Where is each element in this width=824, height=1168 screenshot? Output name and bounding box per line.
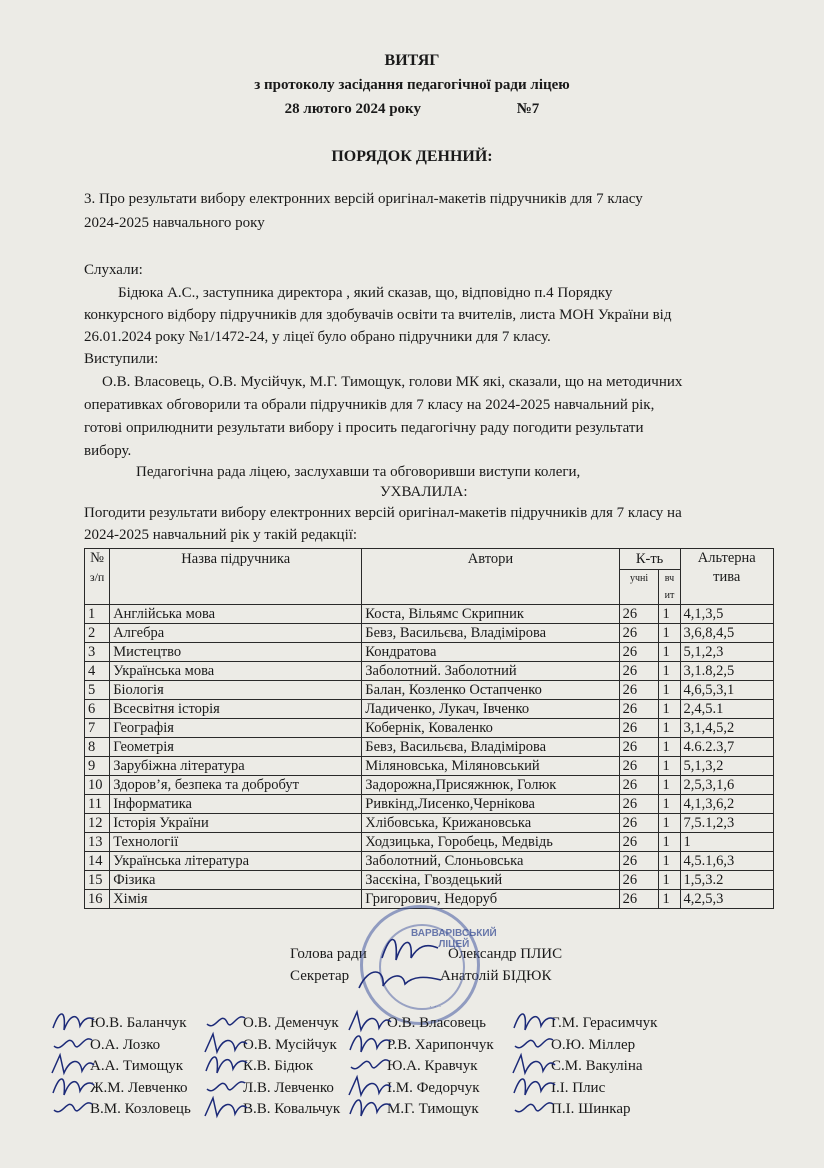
teachers-count: 1 (659, 624, 680, 643)
students-count: 26 (619, 814, 659, 833)
textbook-name: Геометрія (110, 738, 362, 757)
students-count: 26 (619, 890, 659, 909)
teachers-count: 1 (659, 757, 680, 776)
header-students: учні (619, 570, 659, 605)
alternatives-cell: 2,5,3,1,6 (680, 776, 774, 795)
spoke-line: готові оприлюднити результати вибору і просить педагогічну раду погодити результати (84, 420, 644, 436)
teachers-count: 1 (659, 605, 680, 624)
teachers-count: 1 (659, 662, 680, 681)
spoke-line: вибору. (84, 443, 132, 459)
authors-cell: Заболотний. Заболотний (362, 662, 619, 681)
row-number: 11 (85, 795, 110, 814)
textbook-name: Всесвітня історія (110, 700, 362, 719)
signatory-signature (511, 1092, 557, 1122)
row-number: 6 (85, 700, 110, 719)
table-row (85, 871, 774, 890)
secretary-name: Анатолій БІДЮК (440, 968, 552, 984)
authors-cell: Кобернік, Коваленко (362, 719, 619, 738)
secretary-role: Секретар (290, 968, 350, 984)
authors-cell: Григорович, Недоруб (362, 890, 619, 909)
header-number-2: з/п (89, 570, 105, 584)
teachers-count: 1 (659, 871, 680, 890)
authors-cell: Бевз, Васильєва, Владімірова (362, 738, 619, 757)
spoke-label: Виступили: (84, 351, 159, 367)
table-row (85, 662, 774, 681)
students-count: 26 (619, 643, 659, 662)
heard-line: конкурсного відбору підручників для здобувачів освіти та вчителів, листа МОН України від (84, 307, 672, 323)
row-number: 8 (85, 738, 110, 757)
alternatives-cell: 7,5.1,2,3 (680, 814, 774, 833)
signatory-name: А.А. Тимощук (90, 1058, 184, 1074)
authors-cell: Хлібовська, Крижановська (362, 814, 619, 833)
signatory-name: Ю.А. Кравчук (387, 1058, 478, 1074)
row-number: 4 (85, 662, 110, 681)
document-subtitle: з протоколу засідання педагогічної ради ліцею (254, 77, 570, 93)
signatory-signature (50, 1092, 96, 1122)
signatory-name: Р.В. Харипончук (387, 1036, 494, 1053)
teachers-count: 1 (659, 681, 680, 700)
students-count: 26 (619, 662, 659, 681)
teachers-count: 1 (659, 719, 680, 738)
students-count: 26 (619, 700, 659, 719)
alternatives-cell: 3,6,8,4,5 (680, 624, 774, 643)
authors-cell: Кондратова (362, 643, 619, 662)
signatory-name: П.І. Шинкар (551, 1101, 631, 1117)
teachers-count: 1 (659, 890, 680, 909)
textbook-name: Українська мова (110, 662, 362, 681)
textbook-name: Історія України (110, 814, 362, 833)
students-count: 26 (619, 605, 659, 624)
header-teachers-2: ит (664, 590, 675, 601)
signatory-name: С.М. Вакуліна (551, 1058, 643, 1074)
students-count: 26 (619, 681, 659, 700)
table-row (85, 624, 774, 643)
teachers-count: 1 (659, 814, 680, 833)
textbook-name: Англійська мова (110, 605, 362, 624)
textbook-name: Здоров’я, безпека та добробут (110, 776, 362, 795)
students-count: 26 (619, 871, 659, 890)
heard-line: 26.01.2024 року №1/1472-24, у ліцеї було обрано підручники для 7 класу. (84, 329, 551, 345)
authors-cell: Ходзицька, Горобець, Медвідь (362, 833, 619, 852)
signatory-name: В.М. Козловець (90, 1101, 191, 1117)
teachers-count: 1 (659, 776, 680, 795)
table-row (85, 681, 774, 700)
header-authors: Автори (362, 549, 619, 605)
table-row (85, 814, 774, 833)
agenda-heading: ПОРЯДОК ДЕННИЙ: (331, 148, 493, 165)
agenda-item-line: 3. Про результати вибору електронних версій оригінал-макетів підручників для 7 класу (84, 191, 643, 207)
signatory-signature (203, 1092, 249, 1122)
students-count: 26 (619, 776, 659, 795)
alternatives-cell: 1,5,3.2 (680, 871, 774, 890)
protocol-date: 28 лютого 2024 року (284, 101, 421, 117)
students-count: 26 (619, 852, 659, 871)
table-row (85, 757, 774, 776)
teachers-count: 1 (659, 700, 680, 719)
students-count: 26 (619, 757, 659, 776)
signatory-name: К.В. Бідюк (243, 1058, 314, 1074)
students-count: 26 (619, 719, 659, 738)
header-number-1: № (90, 550, 105, 566)
header-alternative-1: Альтерна (697, 550, 756, 566)
row-number: 14 (85, 852, 110, 871)
table-row (85, 738, 774, 757)
textbook-name: Мистецтво (110, 643, 362, 662)
header-alternative (680, 549, 774, 605)
authors-cell: Міляновська, Міляновський (362, 757, 619, 776)
row-number: 16 (85, 890, 110, 909)
table-row (85, 719, 774, 738)
alternatives-cell: 4,2,5,3 (680, 890, 774, 909)
signatory-signature (347, 1092, 393, 1122)
row-number: 10 (85, 776, 110, 795)
alternatives-cell: 4,5.1,6,3 (680, 852, 774, 871)
signatory-name: Г.М. Герасимчук (551, 1015, 658, 1031)
textbook-name: Алгебра (110, 624, 362, 643)
alternatives-cell: 2,4,5.1 (680, 700, 774, 719)
protocol-date-line (0, 101, 824, 118)
alternatives-cell: 4.6.2.3,7 (680, 738, 774, 757)
signatory-name: В.В. Ковальчук (243, 1101, 341, 1117)
authors-cell: Заболотний, Слоньовська (362, 852, 619, 871)
signatory-name: О.В. Власовець (387, 1015, 486, 1031)
textbook-name: Географія (110, 719, 362, 738)
signatory-name: Ю.В. Баланчук (90, 1015, 187, 1031)
authors-cell: Ладиченко, Лукач, Івченко (362, 700, 619, 719)
alternatives-cell: 4,1,3,5 (680, 605, 774, 624)
students-count: 26 (619, 795, 659, 814)
authors-cell: Ривкінд,Лисенко,Чернікова (362, 795, 619, 814)
alternatives-cell: 5,1,2,3 (680, 643, 774, 662)
header-number (85, 549, 110, 605)
signatory-name: Ж.М. Левченко (90, 1079, 188, 1096)
header-teachers (659, 570, 680, 605)
document-title: ВИТЯГ (384, 52, 440, 69)
row-number: 12 (85, 814, 110, 833)
alternatives-cell: 1 (680, 833, 774, 852)
secretary-signature (355, 962, 445, 998)
students-count: 26 (619, 833, 659, 852)
signatory-name: І.І. Плис (551, 1079, 606, 1096)
table-row (85, 852, 774, 871)
resolved-line: Погодити результати вибору електронних версій оригінал-макетів підручників для 7 класу на (84, 505, 682, 521)
header-name: Назва підручника (110, 549, 362, 605)
table-row (85, 795, 774, 814)
heard-line: Бідюка А.С., заступника директора , який сказав, що, відповідно п.4 Порядку (118, 285, 613, 301)
signatory-name: М.Г. Тимощук (387, 1101, 479, 1117)
row-number: 13 (85, 833, 110, 852)
authors-cell: Засєкіна, Гвоздецький (362, 871, 619, 890)
students-count: 26 (619, 738, 659, 757)
resolved-line: 2024-2025 навчальний рік у такій редакції: (84, 527, 358, 543)
authors-cell: Коста, Вільямс Скрипник (362, 605, 619, 624)
table-row (85, 776, 774, 795)
header-teachers-1: вч (664, 573, 675, 584)
row-number: 3 (85, 643, 110, 662)
signatory-name: О.В. Мусійчук (243, 1036, 337, 1053)
agenda-item-line: 2024-2025 навчального року (84, 215, 265, 231)
council-line: Педагогічна рада ліцею, заслухавши та обговоривши виступи колеги, (136, 464, 581, 480)
spoke-line: О.В. Власовець, О.В. Мусійчук, М.Г. Тимощук, голови МК які, сказали, що на методичних (102, 374, 683, 390)
alternatives-cell: 4,1,3,6,2 (680, 795, 774, 814)
header-count: К-ть (619, 549, 680, 570)
spoke-line: оперативках обговорили та обрали підручників для 7 класу на 2024-2025 навчальний рік, (84, 397, 655, 413)
row-number: 9 (85, 757, 110, 776)
textbook-name: Технології (110, 833, 362, 852)
protocol-number: №7 (516, 101, 540, 117)
row-number: 1 (85, 605, 110, 624)
textbook-name: Українська література (110, 852, 362, 871)
authors-cell: Задорожна,Присяжнюк, Голюк (362, 776, 619, 795)
textbook-name: Інформатика (110, 795, 362, 814)
students-count: 26 (619, 624, 659, 643)
signatory-name: О.А. Лозко (90, 1036, 161, 1053)
teachers-count: 1 (659, 852, 680, 871)
alternatives-cell: 5,1,3,2 (680, 757, 774, 776)
row-number: 2 (85, 624, 110, 643)
teachers-count: 1 (659, 833, 680, 852)
authors-cell: Балан, Козленко Остапченко (362, 681, 619, 700)
signatory-name: Л.В. Левченко (243, 1079, 334, 1096)
textbook-name: Фізика (110, 871, 362, 890)
table-row (85, 700, 774, 719)
header-alternative-2: тива (713, 569, 741, 585)
row-number: 7 (85, 719, 110, 738)
alternatives-cell: 3,1.8,2,5 (680, 662, 774, 681)
teachers-count: 1 (659, 738, 680, 757)
textbook-name: Хімія (110, 890, 362, 909)
alternatives-cell: 4,6,5,3,1 (680, 681, 774, 700)
alternatives-cell: 3,1,4,5,2 (680, 719, 774, 738)
stamp-text: ВАРВАРІВСЬКИЙ ЛІЦЕЙ (411, 928, 497, 950)
table-row (85, 605, 774, 624)
row-number: 15 (85, 871, 110, 890)
authors-cell: Бевз, Васильєва, Владімірова (362, 624, 619, 643)
resolved-heading: УХВАЛИЛА: (380, 484, 468, 500)
textbook-name: Зарубіжна література (110, 757, 362, 776)
signatory-name: О.Ю. Міллер (551, 1036, 636, 1053)
signatory-name: О.В. Деменчук (243, 1015, 339, 1031)
teachers-count: 1 (659, 643, 680, 662)
row-number: 5 (85, 681, 110, 700)
stamp-code: · · · (429, 1002, 442, 1011)
textbook-name: Біологія (110, 681, 362, 700)
table-row (85, 833, 774, 852)
table-row (85, 643, 774, 662)
heard-label: Слухали: (84, 262, 143, 278)
teachers-count: 1 (659, 795, 680, 814)
chair-role: Голова ради (290, 946, 367, 962)
chair-name: Олександр ПЛИС (448, 946, 563, 962)
signatory-name: І.М. Федорчук (387, 1079, 480, 1096)
textbooks-table (84, 548, 774, 909)
